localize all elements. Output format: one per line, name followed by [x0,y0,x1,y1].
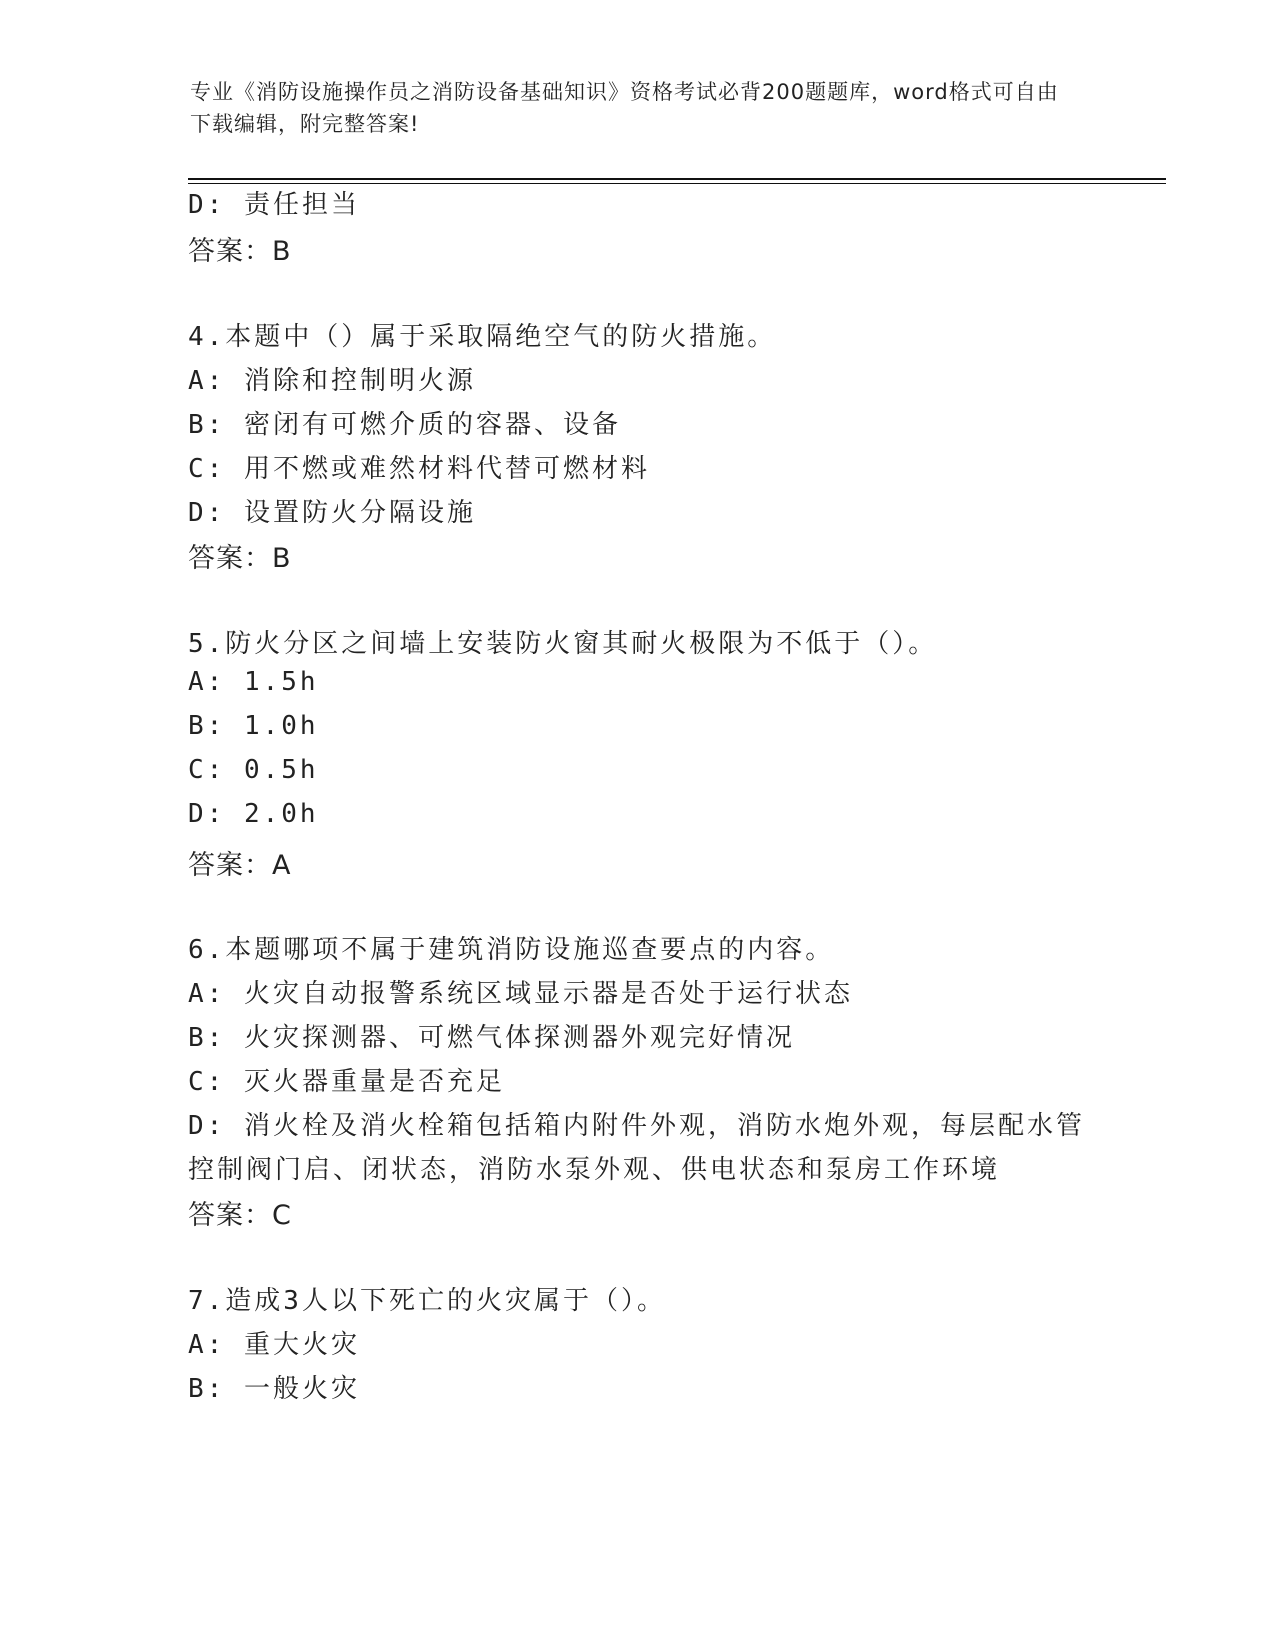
q3-option-d: D: 责任担当 [188,190,360,220]
q4-question: 4.本题中（）属于采取隔绝空气的防火措施。 [188,322,777,352]
q4-option-b: B: 密闭有可燃介质的容器、设备 [188,410,621,440]
header-divider-thick [188,178,1166,180]
q3-answer: 答案：B [188,236,292,267]
q7-question: 7.造成3人以下死亡的火灾属于（）。 [188,1286,666,1316]
q6-option-d-line1: D: 消火栓及消火栓箱包括箱内附件外观，消防水炮外观，每层配水管 [188,1111,1085,1141]
q6-answer: 答案：C [188,1200,292,1231]
q5-option-c: C: 0.5h [188,755,319,785]
q5-option-b: B: 1.0h [188,711,319,741]
q5-answer: 答案：A [188,850,292,881]
q7-option-b: B: 一般火灾 [188,1374,360,1404]
q6-question: 6.本题哪项不属于建筑消防设施巡查要点的内容。 [188,935,835,965]
q4-option-d: D: 设置防火分隔设施 [188,498,476,528]
q5-option-d: D: 2.0h [188,799,319,829]
q5-option-a: A: 1.5h [188,667,319,697]
q5-question: 5.防火分区之间墙上安装防火窗其耐火极限为不低于（）。 [188,629,938,659]
q6-option-c: C: 灭火器重量是否充足 [188,1067,505,1097]
q6-option-d-line2: 控制阀门启、闭状态，消防水泵外观、供电状态和泵房工作环境 [188,1155,1001,1185]
document-header: 专业《消防设施操作员之消防设备基础知识》资格考试必背200题题库，word格式可自由下载编辑，附完整答案! [190,80,1059,136]
q6-option-a: A: 火灾自动报警系统区域显示器是否处于运行状态 [188,979,853,1009]
q4-option-c: C: 用不燃或难然材料代替可燃材料 [188,454,650,484]
q7-option-a: A: 重大火灾 [188,1330,360,1360]
q6-option-b: B: 火灾探测器、可燃气体探测器外观完好情况 [188,1023,795,1053]
q4-option-a: A: 消除和控制明火源 [188,366,476,396]
q4-answer: 答案：B [188,543,292,574]
